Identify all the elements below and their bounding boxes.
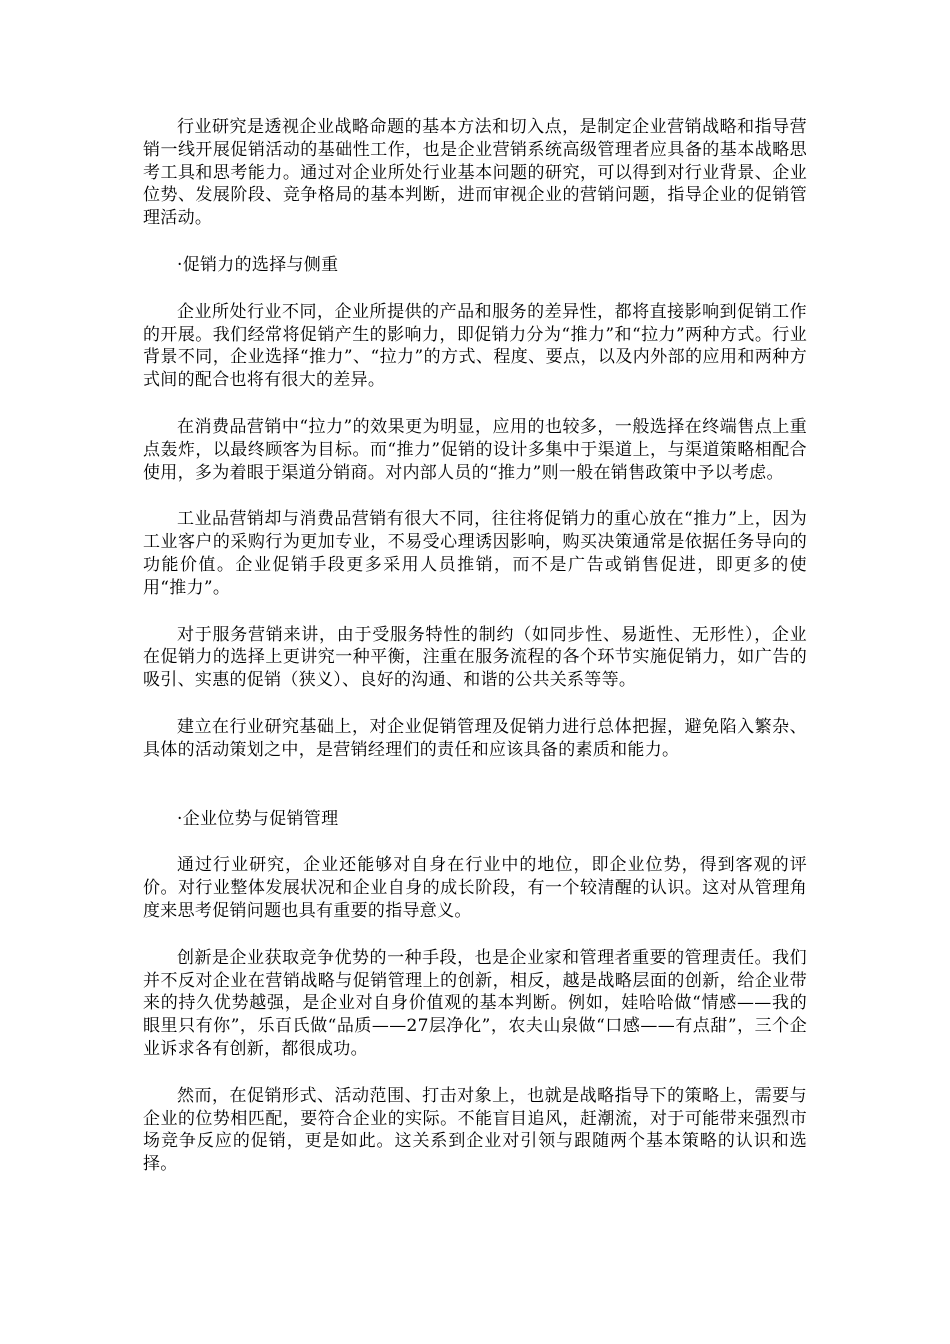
section-heading-company-position: ·企业位势与促销管理 (177, 808, 339, 829)
paragraph-consumer-goods: 在消费品营销中“拉力”的效果更为明显，应用的也较多，一般选择在终端售点上重点轰炸，以最终顾客为目标。而“推力”促销的设计多集中于渠道上，与渠道策略相配合使用，多为着眼于渠道分销商。对内部人员的“推力”则一般在销售政策中予以考虑。 (143, 416, 807, 483)
paragraph-push-pull: 企业所处行业不同，企业所提供的产品和服务的差异性，都将直接影响到促销工作的开展。我们经常将促销产生的影响力，即促销力分为“推力”和“拉力”两种方式。行业背景不同，企业选择“推力”、“拉力”的方式、程度、要点，以及内外部的应用和两种方式间的配合也将有很大的差异。 (143, 301, 807, 391)
paragraph-innovation: 创新是企业获取竞争优势的一种手段，也是企业家和管理者重要的管理责任。我们并不反对企业在营销战略与促销管理上的创新，相反，越是战略层面的创新，给企业带来的持久优势越强，是企业对自身价值观的基本判断。例如，娃哈哈做“情感——我的眼里只有你”，乐百氏做“品质——27层净化”，农夫山泉做“口感——有点甜”，三个企业诉求各有创新，都很成功。 (143, 947, 807, 1059)
paragraph-service-marketing: 对于服务营销来讲，由于受服务特性的制约（如同步性、易逝性、无形性），企业在促销力的选择上更讲究一种平衡，注重在服务流程的各个环节实施促销力，如广告的吸引、实惠的促销（狭义）、良好的沟通、和谐的公共关系等等。 (143, 624, 807, 691)
paragraph-overall-grasp: 建立在行业研究基础上，对企业促销管理及促销力进行总体把握，避免陷入繁杂、具体的活动策划之中，是营销经理们的责任和应该具备的素质和能力。 (143, 716, 807, 760)
document-body (143, 116, 807, 1176)
section-heading-promotion-force: ·促销力的选择与侧重 (177, 254, 339, 275)
paragraph-industrial-goods: 工业品营销却与消费品营销有很大不同，往往将促销力的重心放在“推力”上，因为工业客户的采购行为更加专业，不易受心理诱因影响，购买决策通常是依据任务导向的功能价值。企业促销手段更多采用人员推销，而不是广告或销售促进，即更多的使用“推力”。 (143, 509, 807, 598)
paragraph-industry-research: 行业研究是透视企业战略命题的基本方法和切入点，是制定企业营销战略和指导营销一线开展促销活动的基础性工作，也是企业营销系统高级管理者应具备的基本战略思考工具和思考能力。通过对企业所处行业基本问题的研究，可以得到对行业背景、企业位势、发展阶段、竞争格局的基本判断，进而审视企业的营销问题，指导企业的促销管理活动。 (143, 117, 807, 229)
paragraph-self-evaluation: 通过行业研究，企业还能够对自身在行业中的地位，即企业位势，得到客观的评价。对行业整体发展状况和企业自身的成长阶段，有一个较清醒的认识。这对从管理角度来思考促销问题也具有重要的指导意义。 (143, 855, 807, 921)
paragraph-strategy-match: 然而，在促销形式、活动范围、打击对象上，也就是战略指导下的策略上，需要与企业的位势相匹配，要符合企业的实际。不能盲目追风，赶潮流，对于可能带来强烈市场竞争反应的促销，更是如此。这关系到企业对引领与跟随两个基本策略的认识和选择。 (143, 1085, 807, 1175)
